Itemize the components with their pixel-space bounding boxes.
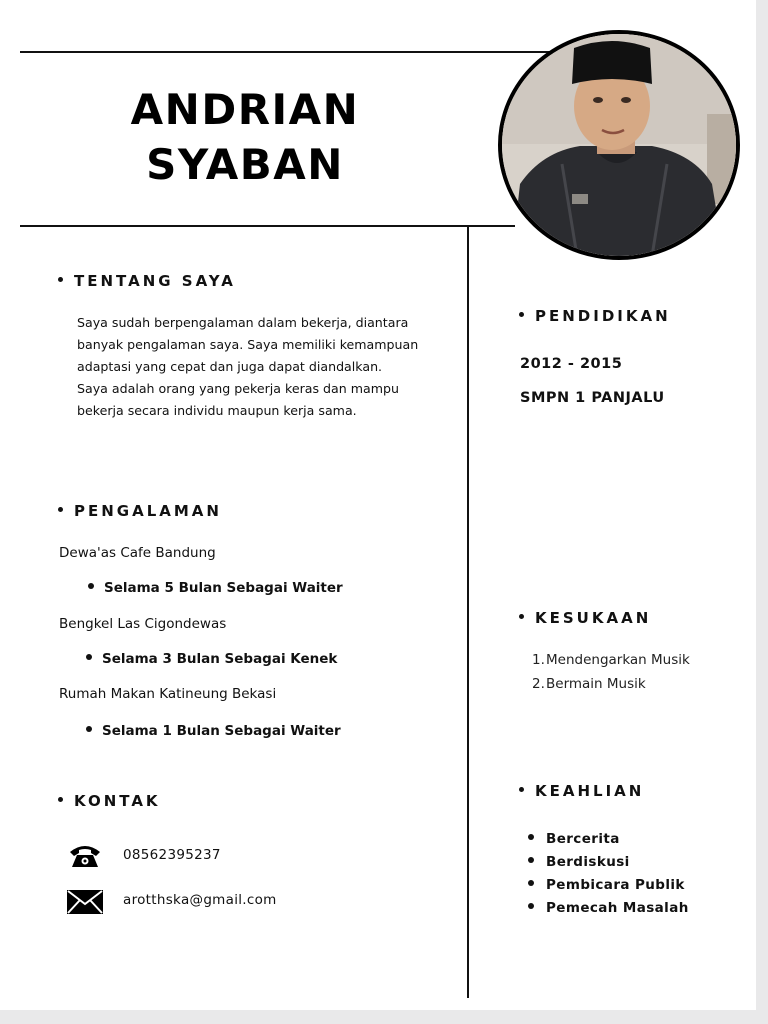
skill-label: Bercerita <box>546 831 620 847</box>
skill-label: Berdiskusi <box>546 854 630 870</box>
about-heading <box>58 272 236 290</box>
heading-bullet <box>519 787 524 792</box>
contact-heading-text: KONTAK <box>74 792 161 810</box>
list-number: 2. <box>532 676 545 692</box>
education-school: SMPN 1 PANJALU <box>520 390 665 406</box>
about-line: Saya sudah berpengalaman dalam bekerja, diantara <box>77 315 409 330</box>
email-address: arotthska@gmail.com <box>123 892 277 908</box>
about-line: Saya adalah orang yang pekerja keras dan mampu <box>77 381 399 396</box>
about-heading-text: TENTANG SAYA <box>74 272 236 290</box>
likes-heading-text: KESUKAAN <box>535 609 652 627</box>
skills-heading-text: KEAHLIAN <box>535 782 645 800</box>
telephone-icon <box>68 843 102 873</box>
about-line: adaptasi yang cepat dan juga dapat diandalkan. <box>77 359 383 374</box>
skills-heading <box>519 782 644 800</box>
experience-place: Bengkel Las Cigondewas <box>59 616 227 632</box>
about-line: bekerja secara individu maupun kerja sama. <box>77 403 357 418</box>
likes-list <box>532 648 690 696</box>
name-line-1: ANDRIAN <box>130 85 360 134</box>
list-item-label: Mendengarkan Musik <box>546 652 690 668</box>
heading-bullet <box>519 312 524 317</box>
top-rule <box>20 51 560 53</box>
heading-bullet <box>58 507 63 512</box>
list-bullet <box>86 654 92 660</box>
skill-label: Pembicara Publik <box>546 877 685 893</box>
skill-label: Pemecah Masalah <box>546 900 689 916</box>
list-bullet <box>528 903 534 909</box>
list-item <box>528 851 689 874</box>
education-years: 2012 - 2015 <box>520 356 623 372</box>
phone-number: 08562395237 <box>123 847 221 863</box>
candidate-name <box>90 82 400 192</box>
profile-photo <box>498 30 740 260</box>
list-bullet <box>528 880 534 886</box>
list-bullet <box>86 726 92 732</box>
experience-detail-text: Selama 1 Bulan Sebagai Waiter <box>102 723 341 739</box>
experience-place: Rumah Makan Katineung Bekasi <box>59 686 277 702</box>
list-item-label: Bermain Musik <box>546 676 646 692</box>
experience-place: Dewa'as Cafe Bandung <box>59 545 216 561</box>
education-heading <box>519 307 671 325</box>
education-heading-text: PENDIDIKAN <box>535 307 671 325</box>
experience-detail-text: Selama 3 Bulan Sebagai Kenek <box>102 651 338 667</box>
list-number: 1. <box>532 652 545 668</box>
likes-heading <box>519 609 651 627</box>
list-item <box>528 874 689 897</box>
list-item <box>532 648 690 672</box>
column-divider <box>467 226 469 998</box>
experience-detail <box>88 580 343 596</box>
list-bullet <box>88 583 94 589</box>
heading-bullet <box>519 614 524 619</box>
list-bullet <box>528 834 534 840</box>
list-item <box>532 672 690 696</box>
envelope-icon <box>67 890 103 918</box>
header-bottom-rule <box>20 225 515 227</box>
contact-heading <box>58 792 161 810</box>
experience-detail <box>86 651 337 667</box>
list-item <box>528 897 689 920</box>
about-line: banyak pengalaman saya. Saya memiliki kemampuan <box>77 337 419 352</box>
experience-detail <box>86 723 341 739</box>
list-item <box>528 828 689 851</box>
name-line-2: SYABAN <box>146 140 344 189</box>
skills-list <box>528 828 689 920</box>
heading-bullet <box>58 277 63 282</box>
list-bullet <box>528 857 534 863</box>
experience-heading-text: PENGALAMAN <box>74 502 222 520</box>
experience-heading <box>58 502 222 520</box>
experience-detail-text: Selama 5 Bulan Sebagai Waiter <box>104 580 343 596</box>
heading-bullet <box>58 797 63 802</box>
about-text <box>77 312 452 422</box>
